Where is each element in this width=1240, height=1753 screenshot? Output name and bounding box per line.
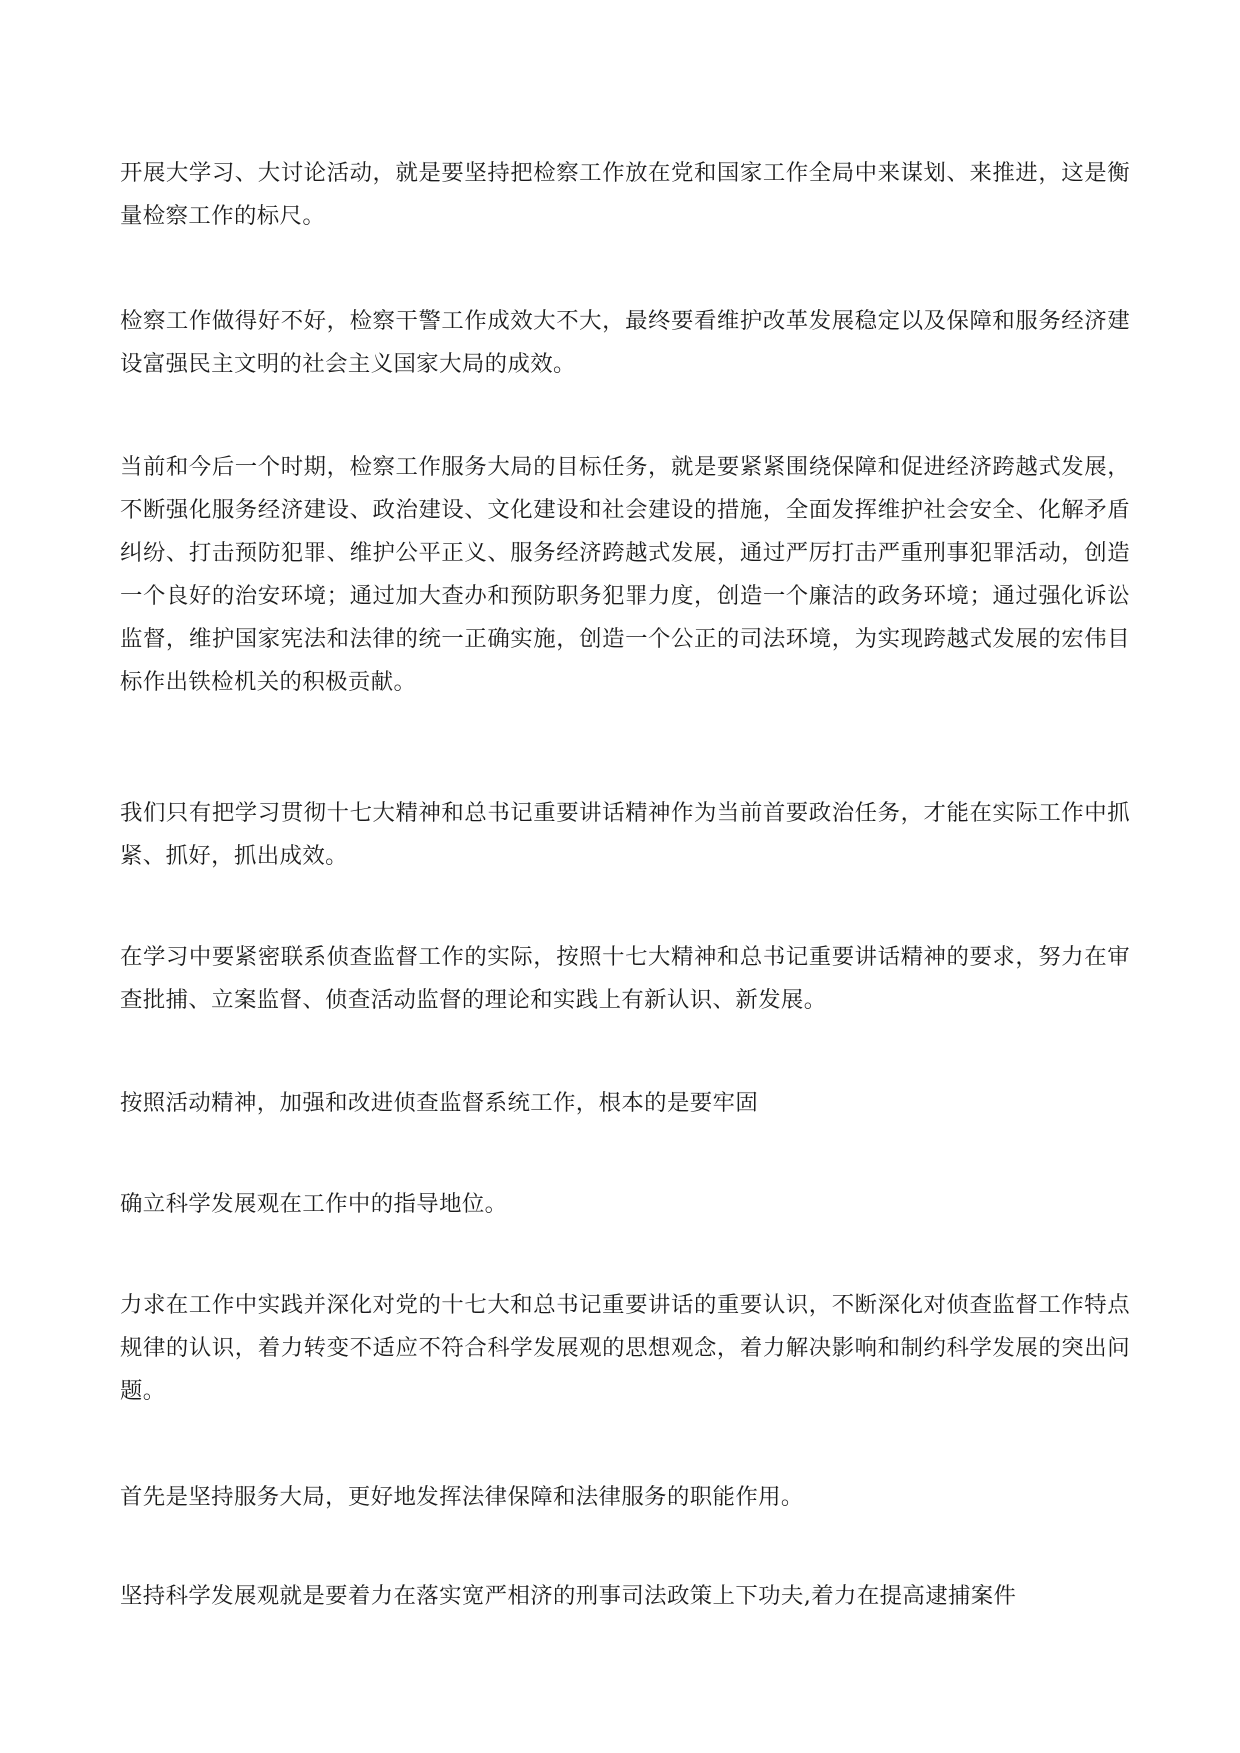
paragraph-1: 开展大学习、大讨论活动，就是要坚持把检察工作放在党和国家工作全局中来谋划、来推进，这是衡量检察工作的标尺。	[120, 160, 1130, 229]
paragraph-2: 检察工作做得好不好，检察干警工作成效大不大，最终要看维护改革发展稳定以及保障和服务经济建设富强民主文明的社会主义国家大局的成效。	[120, 308, 1130, 377]
paragraph-5: 在学习中要紧密联系侦查监督工作的实际，按照十七大精神和总书记重要讲话精神的要求，努力在审查批捕、立案监督、侦查活动监督的理论和实践上有新认识、新发展。	[120, 944, 1130, 1013]
paragraph-3: 当前和今后一个时期，检察工作服务大局的目标任务，就是要紧紧围绕保障和促进经济跨越式发展，不断强化服务经济建设、政治建设、文化建设和社会建设的措施，全面发挥维护社会安全、化解矛盾纠纷、打击预防犯罪、维护公平正义、服务经济跨越式发展，通过严厉打击严重刑事犯罪活动，创造一个良好的治安环境；通过加大查办和预防职务犯罪力度，创造一个廉洁的政务环境；通过强化诉讼监督，维护国家宪法和法律的统一正确实施，创造一个公正的司法环境，为实现跨越式发展的宏伟目标作出铁检机关的积极贡献。	[120, 454, 1130, 695]
paragraph-9: 首先是坚持服务大局，更好地发挥法律保障和法律服务的职能作用。	[120, 1484, 804, 1510]
paragraph-7: 确立科学发展观在工作中的指导地位。	[120, 1191, 508, 1217]
paragraph-6: 按照活动精神，加强和改进侦查监督系统工作，根本的是要牢固	[120, 1090, 759, 1116]
paragraph-10: 坚持科学发展观就是要着力在落实宽严相济的刑事司法政策上下功夫,着力在提高逮捕案件	[120, 1583, 1017, 1609]
paragraph-4: 我们只有把学习贯彻十七大精神和总书记重要讲话精神作为当前首要政治任务，才能在实际工作中抓紧、抓好，抓出成效。	[120, 800, 1130, 869]
paragraph-8: 力求在工作中实践并深化对党的十七大和总书记重要讲话的重要认识，不断深化对侦查监督工作特点规律的认识，着力转变不适应不符合科学发展观的思想观念，着力解决影响和制约科学发展的突出问题。	[120, 1292, 1130, 1404]
